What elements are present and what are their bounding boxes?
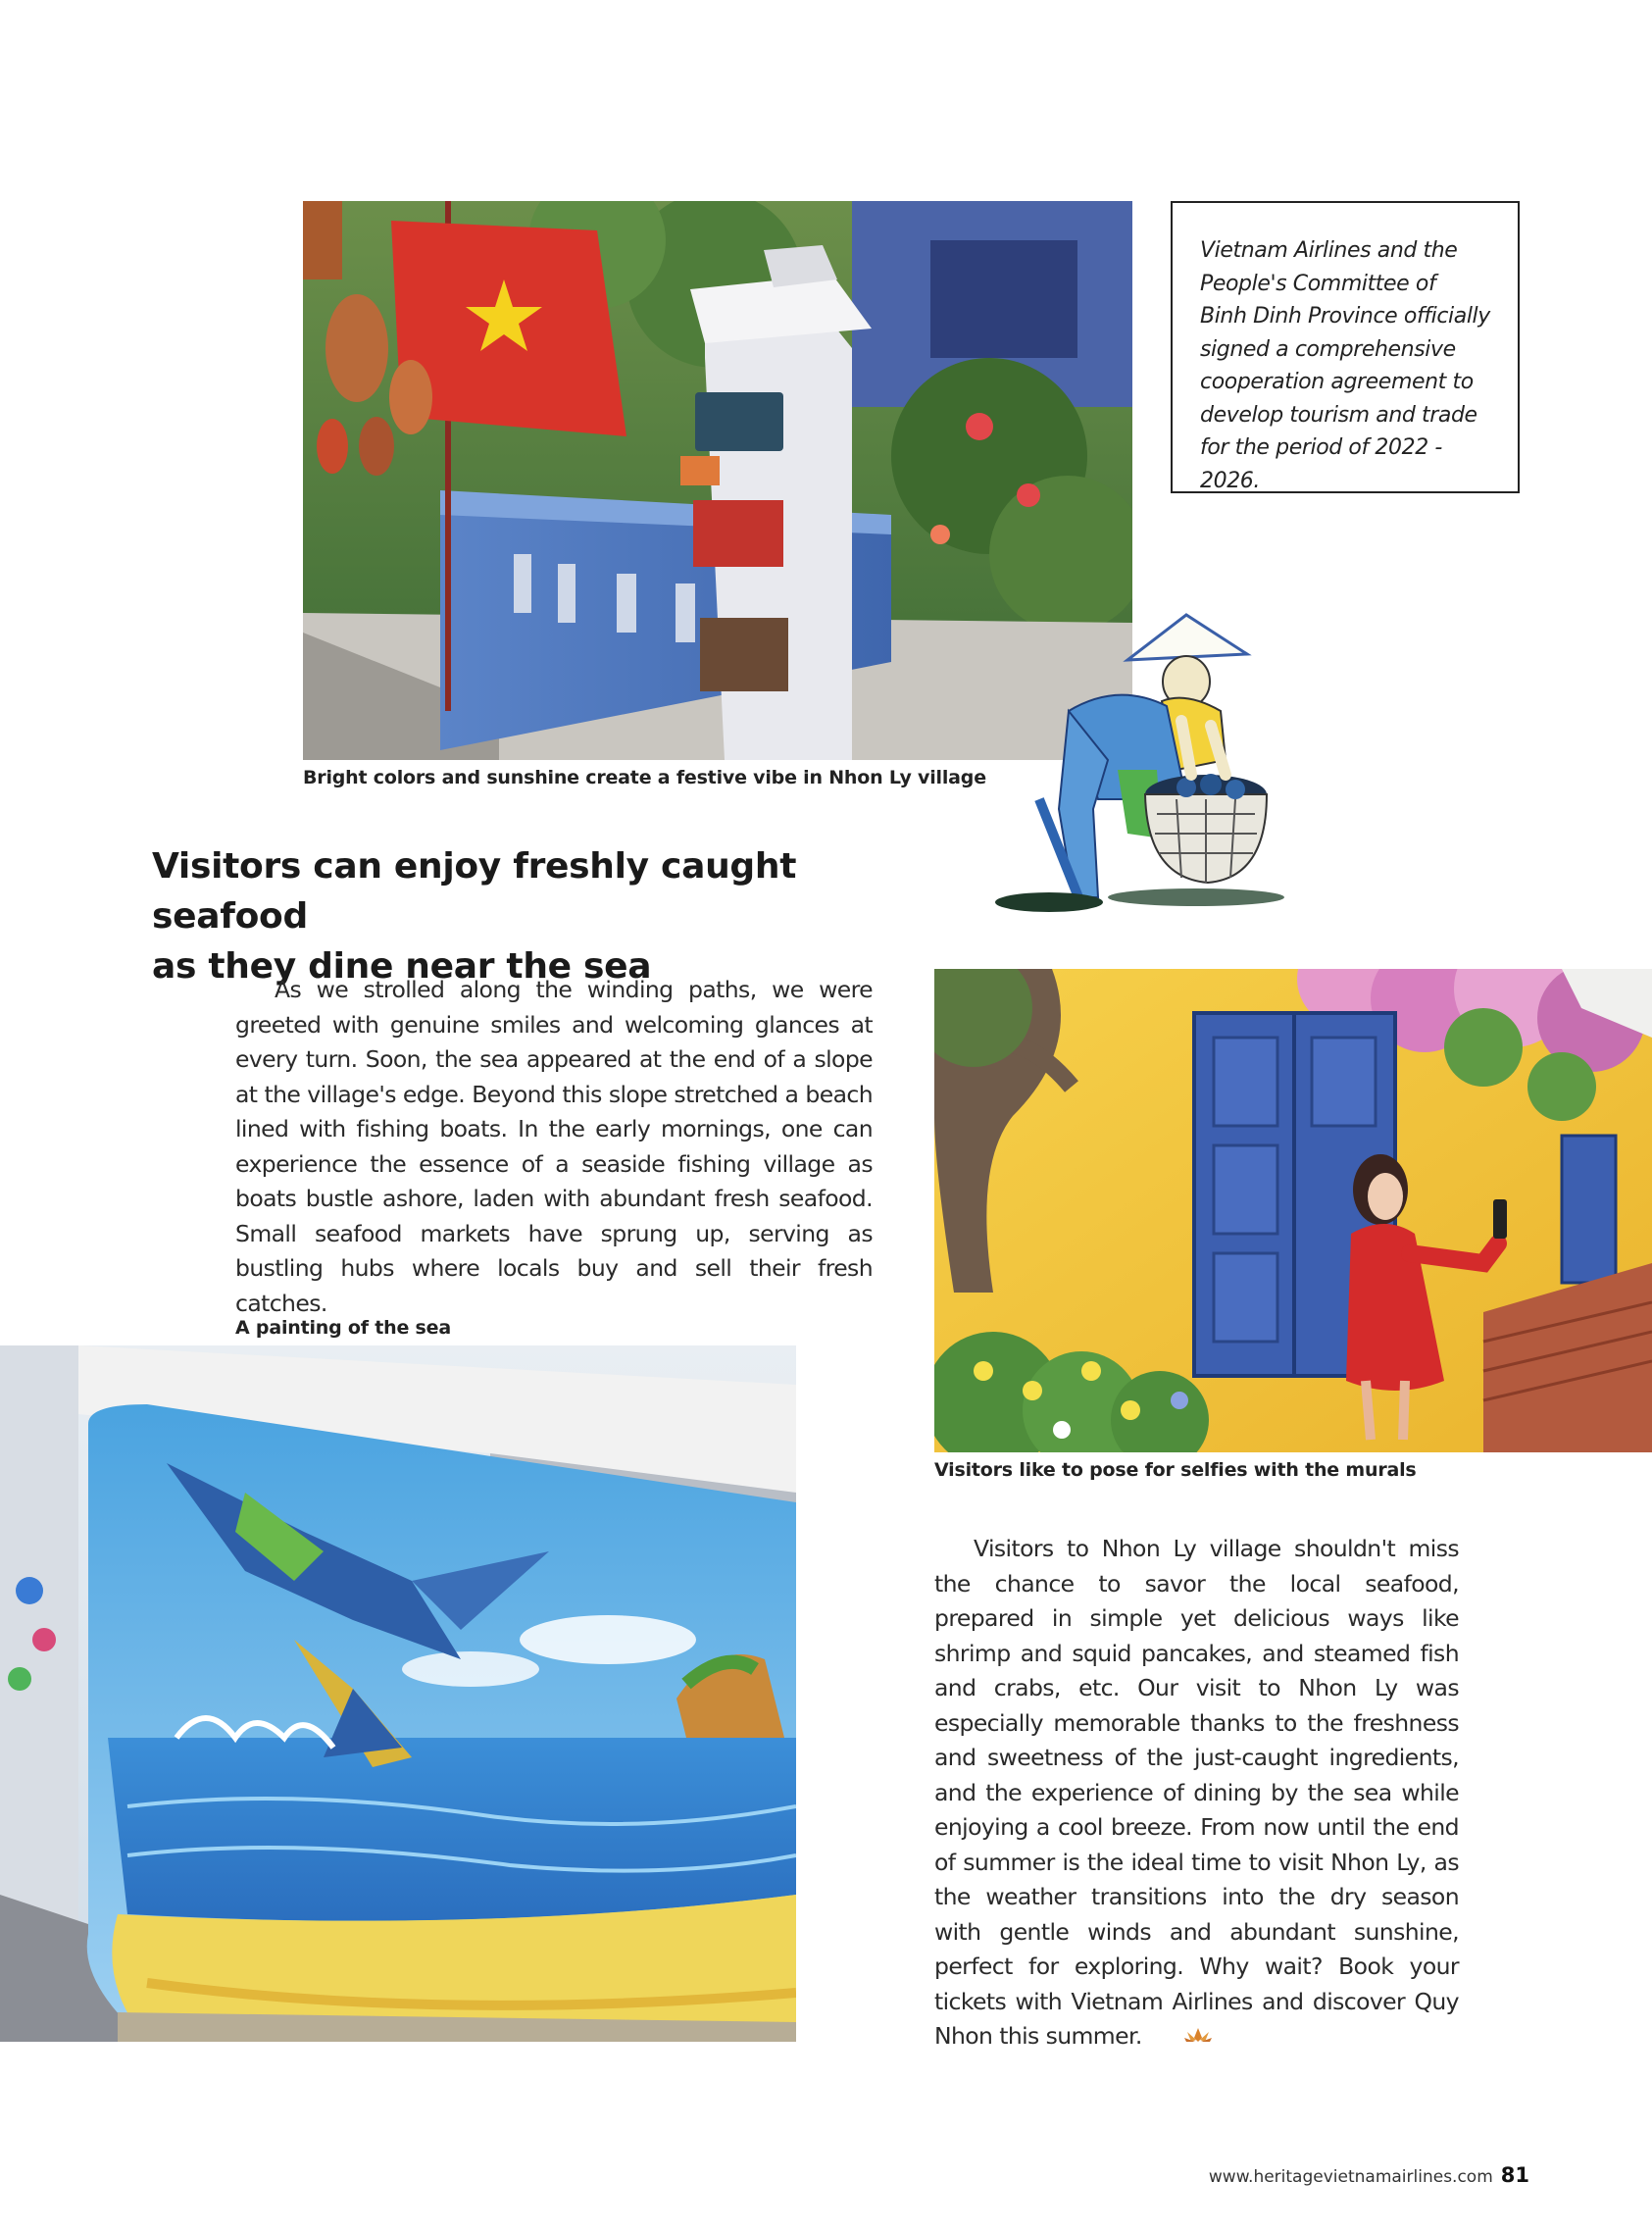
body-paragraph [934, 1532, 1459, 2054]
callout-line: Binh Dinh Province officially [1200, 304, 1490, 329]
callout-line: for the period of 2022 - 2026. [1200, 435, 1442, 493]
body-paragraph-text: Visitors to Nhon Ly village shouldn't miss the chance to savor the local seafood, prepared in simple yet delicious ways like shrimp and squid pancakes, and steamed fish and crabs, etc. Our visit to Nhon Ly was especially memorable thanks to the freshness and sweetness of the just-caught ingredients, and the experience of dining by the sea while enjoying a cool breeze. From now until the end of summer is the ideal time to visit Nhon Ly, as the weather transitions into the dry season with gentle winds and abundant sunshine, perfect for exploring. Why wait? Book your tickets with Vietnam Airlines and discover Quy Nhon this summer. [934, 1535, 1459, 2050]
fisherwoman-illustration [990, 603, 1314, 917]
selfie-mural-photo [934, 969, 1652, 1452]
sea-mural-photo [0, 1345, 796, 2042]
callout-line: develop tourism and trade [1200, 402, 1477, 428]
body-paragraph: As we strolled along the winding paths, we were greeted with genuine smiles and welcoming glances at every turn. Soon, the sea appeared at the end of a slope at the village's edge. Beyond this slope stretched a beach lined with fishing boats. In the early mornings, one can experience the essence of a seaside fishing village as boats bustle ashore, laden with abundant fresh seafood. Small seafood markets have sprung up, serving as bustling hubs where locals buy and sell their fresh catches. [235, 976, 873, 1317]
section-heading [152, 841, 956, 991]
callout-line: Vietnam Airlines and the [1200, 238, 1458, 263]
page-footer [1209, 2163, 1529, 2187]
page-number: 81 [1500, 2163, 1529, 2187]
heading-line: as they dine near the sea [152, 946, 652, 987]
callout-line: cooperation agreement to [1200, 370, 1474, 394]
footer-url[interactable]: www.heritagevietnamairlines.com [1208, 2167, 1493, 2187]
village-photo-caption: Bright colors and sunshine create a festive vibe in Nhon Ly village [303, 767, 986, 788]
heading-line: Visitors can enjoy freshly caught seafood [152, 846, 797, 937]
lotus-icon [1144, 2019, 1213, 2054]
callout-box [1171, 201, 1520, 493]
callout-line: People's Committee of [1200, 271, 1436, 296]
selfie-photo-caption: Visitors like to pose for selfies with the murals [934, 1459, 1417, 1481]
painting-caption: A painting of the sea [235, 1317, 451, 1339]
callout-line: signed a comprehensive [1200, 336, 1456, 362]
